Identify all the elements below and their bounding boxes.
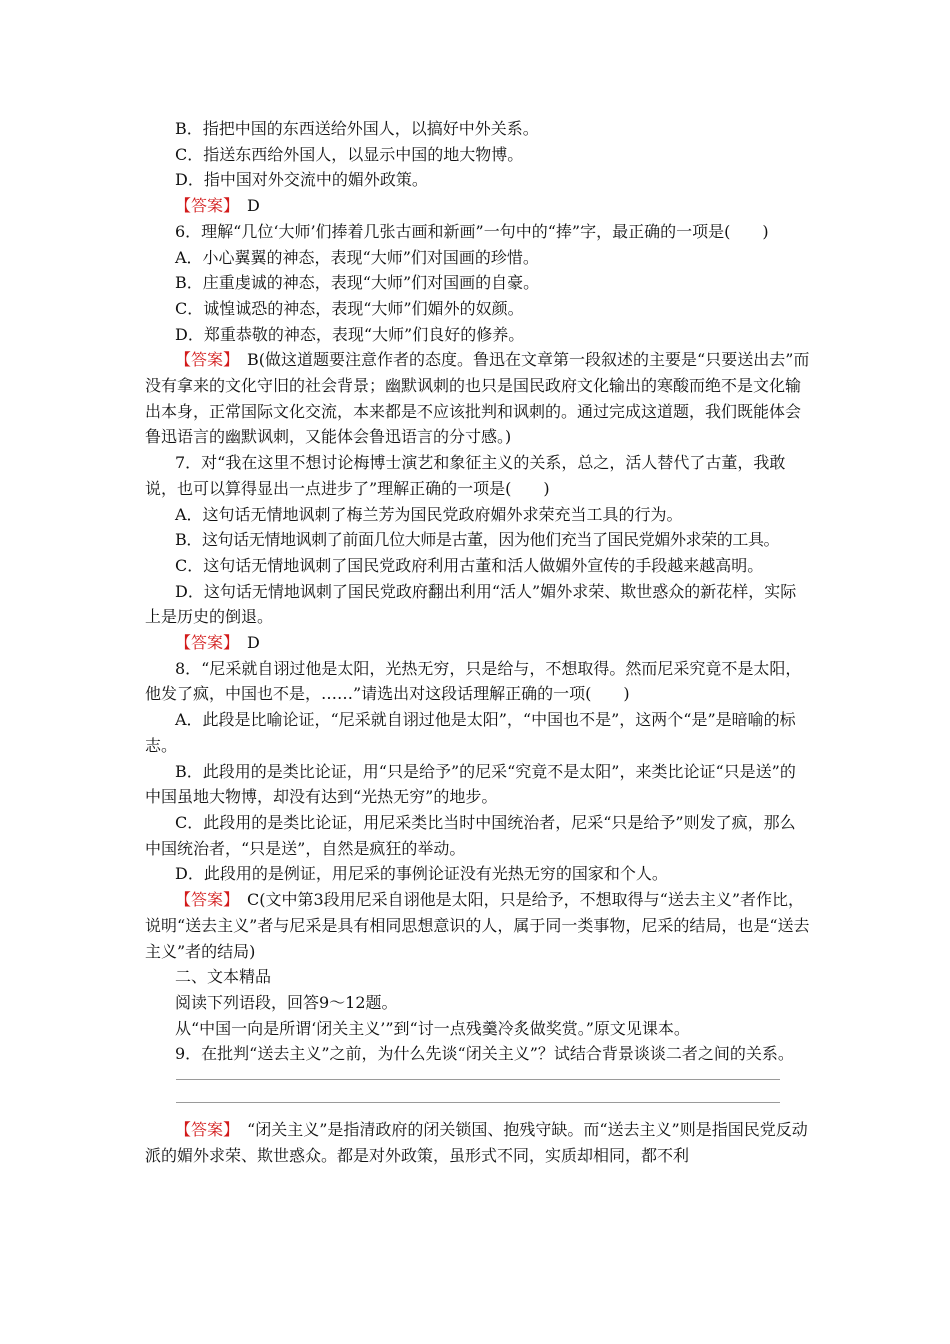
q6-option-d: D．郑重恭敬的神态，表现“大师”们良好的修养。 [175,324,525,344]
answer-tag: 【答案】 [175,196,232,216]
q5-option-c: C．指送东西给外国人，以显示中国的地大物博。 [175,144,524,164]
q8-answer [145,887,810,964]
q5-answer-text: D [231,196,260,216]
q8-answer-text: C(文中第3段用尼采自诩他是太阳，只是给予，不想取得与“送去主义”者作比，说明“送去主义”者与尼采是具有相同思想意识的人，属于同一类事物，尼采的结局，也是“送去主义”者的结局) [145,890,810,961]
document-body [145,116,810,1168]
q6-stem: 6．理解“几位‘大师’们捧着几张古画和新画”一句中的“捧”字，最正确的一项是( ) [175,221,769,241]
q8-option-a: A．此段是比喻论证，“尼采就自诩过他是太阳”，“中国也不是”，这两个“是”是暗喻的标志。 [145,710,796,755]
q9-answer [145,1117,810,1168]
q8-stem: 8．“尼采就自诩过他是太阳，光热无穷，只是给与，不想取得。然而尼采究竟不是太阳，他发了疯，中国也不是，……”请选出对这段话理解正确的一项( ) [145,658,802,704]
answer-tag: 【答案】 [175,350,232,370]
reading-instruction: 阅读下列语段，回答9～12题。 [175,992,398,1012]
q6-answer-text: B(做这道题要注意作者的态度。鲁迅在文章第一段叙述的主要是“只要送出去”而没有拿来的文化守旧的社会背景；幽默讽刺的也只是国民政府文化输出的寒酸而绝不是文化输出本身，正常国际文化交流，本来都是不应该批判和讽刺的。通过完成这道题，我们既能体会鲁迅语言的幽默讽刺，又能体会鲁迅语言的分寸感。) [145,350,810,447]
q7-option-a: A．这句话无情地讽刺了梅兰芳为国民党政府媚外求荣充当工具的行为。 [175,504,683,524]
q5-option-b: B．指把中国的东西送给外国人，以搞好中外关系。 [175,119,539,138]
q6-option-b: B．庄重虔诚的神态，表现“大师”们对国画的自豪。 [175,273,540,293]
q8-option-d: D．此段用的是例证，用尼采的事例论证没有光热无穷的国家和个人。 [175,864,668,884]
q5-option-d: D．指中国对外交流中的媚外政策。 [175,170,428,190]
q5-answer [145,193,810,219]
section-title: 二、文本精品 [175,967,272,987]
q9-answer-text: “闭关主义”是指清政府的闭关锁国、抱残守缺。而“送去主义”则是指国民党反动派的媚外求荣、欺世惑众。都是对外政策，虽形式不同，实质却相同，都不利 [145,1120,808,1165]
answer-tag: 【答案】 [175,890,232,910]
answer-tag: 【答案】 [175,633,232,653]
q6-answer [145,347,810,450]
q9-stem: 9．在批判“送去主义”之前，为什么先谈“闭关主义”？试结合背景谈谈二者之间的关系。 [175,1044,794,1064]
q7-option-c: C．这句话无情地讽刺了国民党政府利用古董和活人做媚外宣传的手段越来越高明。 [175,555,764,575]
q7-answer [145,630,810,656]
answer-tag: 【答案】 [175,1120,232,1140]
excerpt-note: 从“中国一向是所谓‘闭关主义’”到“讨一点残羹冷炙做奖赏。”原文见课本。 [175,1018,690,1038]
q7-option-d: D．这句话无情地讽刺了国民党政府翻出利用“活人”媚外求荣、欺世惑众的新花样，实际上是历史的倒退。 [145,581,797,627]
q8-option-b: B．此段用的是类比论证，用“只是给予”的尼采“究竟不是太阳”，来类比论证“只是送”的中国虽地大物博，却没有达到“光热无穷”的地步。 [145,761,796,807]
q7-option-b: B．这句话无情地讽刺了前面几位大师是古董，因为他们充当了国民党媚外求荣的工具。 [175,530,780,550]
q6-option-a: A．小心翼翼的神态，表现“大师”们对国画的珍惜。 [175,247,539,267]
q6-option-c: C．诚惶诚恐的神态，表现“大师”们媚外的奴颜。 [175,298,524,318]
q7-answer-text: D [231,633,260,653]
q7-stem: 7．对“我在这里不想讨论梅博士演艺和象征主义的关系，总之，活人替代了古董，我敢说，也可以算得显出一点进步了”理解正确的一项是( ) [145,453,786,498]
q8-option-c: C．此段用的是类比论证，用尼采类比当时中国统治者，尼采“只是给予”则发了疯，那么中国统治者，“只是送”，自然是疯狂的举动。 [145,812,796,858]
